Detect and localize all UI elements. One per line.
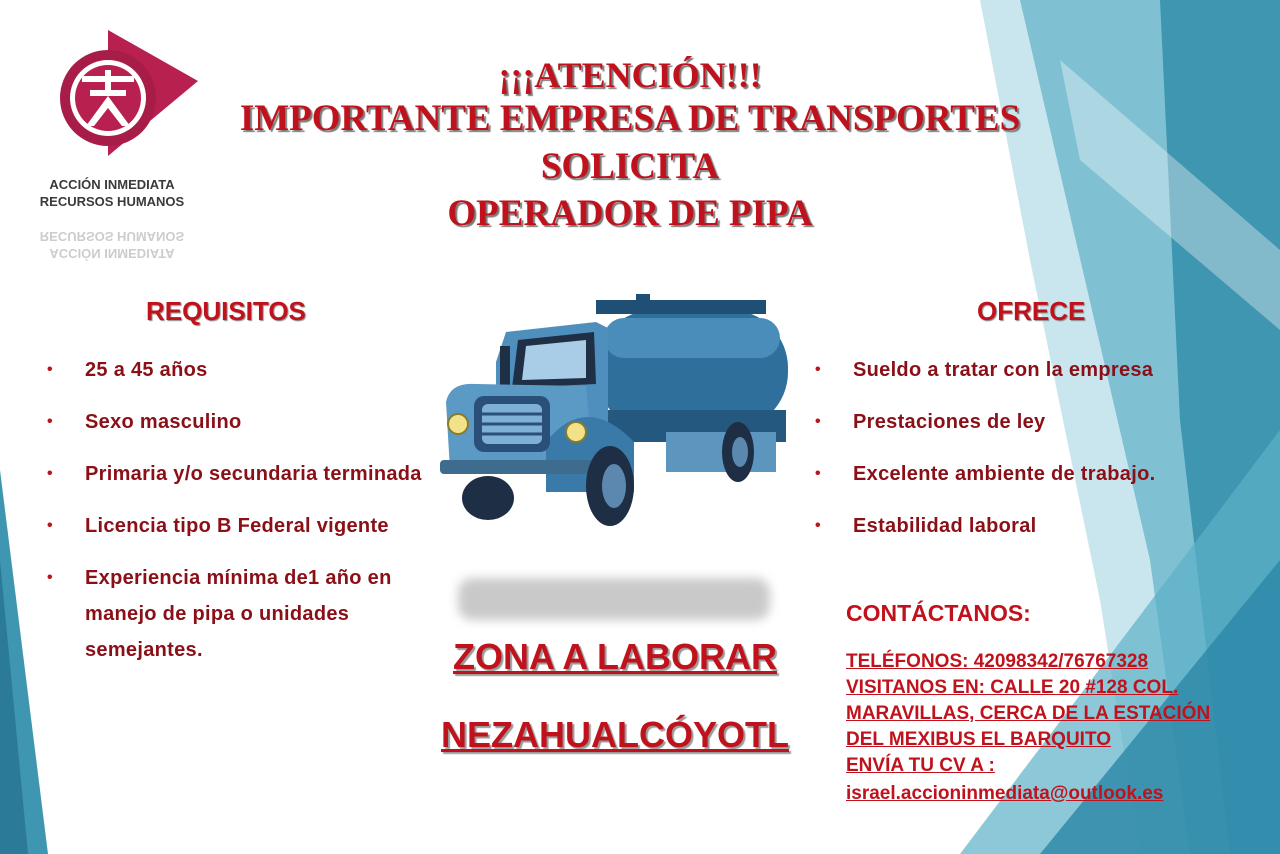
zone-value: NEZAHUALCÓYOTL bbox=[441, 714, 789, 755]
list-item-text: 25 a 45 años bbox=[85, 359, 208, 381]
bullet-icon: • bbox=[47, 517, 53, 534]
list-item bbox=[815, 352, 1245, 388]
logo-text-line2: RECURSOS HUMANOS bbox=[39, 194, 185, 209]
logo-text-line1: ACCIÓN INMEDIATA bbox=[49, 177, 175, 192]
title-solicita: SOLICITA bbox=[540, 146, 720, 187]
ofrece-list bbox=[815, 352, 1245, 560]
contact-address-line1: VISITANOS EN: CALLE 20 #128 COL. bbox=[846, 677, 1179, 698]
tanker-truck-illustration bbox=[436, 292, 792, 537]
list-item bbox=[47, 560, 427, 668]
list-item-text: Experiencia mínima de1 año en manejo de pipa o unidades semejantes. bbox=[85, 567, 392, 661]
logo-reflection-line: RECURSOS HUMANOS bbox=[39, 229, 185, 244]
contact-email-link[interactable]: israel.accioninmediata@outlook.es bbox=[846, 783, 1164, 804]
requisitos-heading: REQUISITOS bbox=[146, 296, 306, 326]
bullet-icon: • bbox=[815, 517, 821, 534]
list-item-text: Licencia tipo B Federal vigente bbox=[85, 515, 389, 537]
bullet-icon: • bbox=[47, 413, 53, 430]
bullet-icon: • bbox=[815, 361, 821, 378]
list-item-text: Sexo masculino bbox=[85, 411, 242, 433]
logo-reflection-line: ACCIÓN INMEDIATA bbox=[49, 246, 175, 261]
list-item-text: Excelente ambiente de trabajo. bbox=[853, 463, 1156, 485]
bullet-icon: • bbox=[47, 569, 53, 586]
bullet-icon: • bbox=[47, 361, 53, 378]
requisitos-list bbox=[47, 352, 427, 684]
zone-label: ZONA A LABORAR bbox=[453, 636, 777, 677]
ofrece-heading: OFRECE bbox=[977, 296, 1086, 326]
list-item bbox=[47, 508, 427, 544]
contact-address-line3: DEL MEXIBUS EL BARQUITO bbox=[846, 729, 1111, 750]
list-item-text: Prestaciones de ley bbox=[853, 411, 1046, 433]
bullet-icon: • bbox=[815, 413, 821, 430]
list-item-text: Estabilidad laboral bbox=[853, 515, 1037, 537]
list-item bbox=[47, 404, 427, 440]
list-item bbox=[47, 456, 427, 492]
contact-phones: TELÉFONOS: 42098342/76767328 bbox=[846, 651, 1149, 672]
list-item-text: Sueldo a tratar con la empresa bbox=[853, 359, 1154, 381]
blurred-placeholder-bar bbox=[458, 578, 770, 620]
bullet-icon: • bbox=[815, 465, 821, 482]
title-attention: ¡¡¡ATENCIÓN!!! bbox=[498, 55, 762, 95]
title-position: OPERADOR DE PIPA bbox=[447, 193, 813, 234]
contact-heading: CONTÁCTANOS: bbox=[846, 600, 1031, 626]
title-company: IMPORTANTE EMPRESA DE TRANSPORTES bbox=[239, 98, 1021, 139]
list-item bbox=[815, 404, 1245, 440]
contact-cv-label: ENVÍA TU CV A : bbox=[846, 755, 995, 776]
list-item bbox=[815, 456, 1245, 492]
bullet-icon: • bbox=[47, 465, 53, 482]
list-item-text: Primaria y/o secundaria terminada bbox=[85, 463, 422, 485]
contact-address-line2: MARAVILLAS, CERCA DE LA ESTACIÓN bbox=[846, 703, 1211, 724]
list-item bbox=[815, 508, 1245, 544]
list-item bbox=[47, 352, 427, 388]
